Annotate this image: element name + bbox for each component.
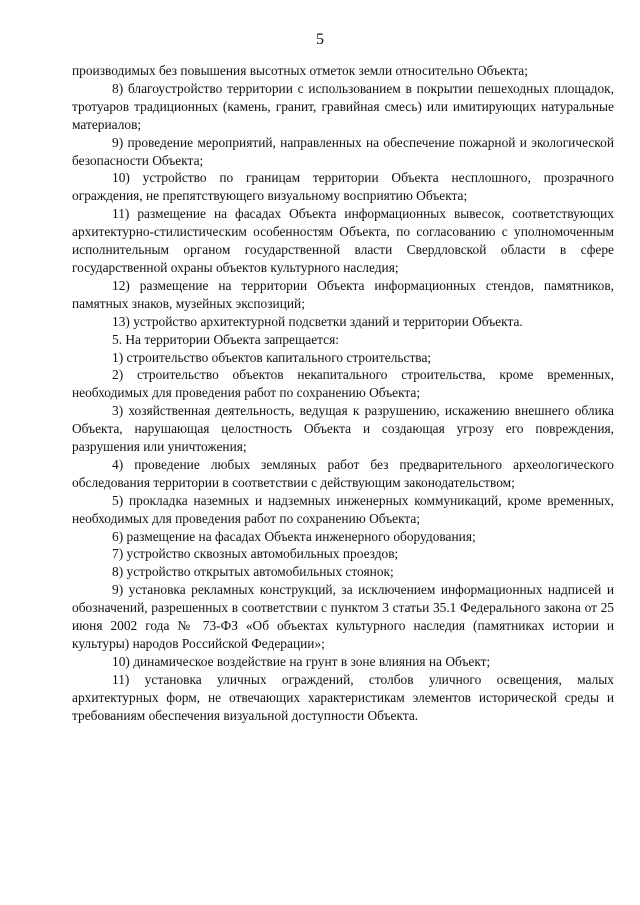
paragraph-item-11-signage: 11) размещение на фасадах Объекта информационных вывесок, соответствующих архитектурно-стилистическим особенностям Объекта, по согласованию с уполномоченным исполнительным органом государственной власти Свердловской области в сфере государственной охраны объектов культурного наследия;	[72, 206, 614, 275]
prohibited-item-6: 6) размещение на фасадах Объекта инженерного оборудования;	[112, 528, 476, 544]
prohibited-item-8: 8) устройство открытых автомобильных стоянок;	[112, 564, 394, 580]
paragraph-item-13-lighting: 13) устройство архитектурной подсветки зданий и территории Объекта.	[112, 313, 523, 329]
prohibited-item-10: 10) динамическое воздействие на грунт в зоне влияния на Объект;	[112, 653, 491, 669]
paragraph-item-10-fencing: 10) устройство по границам территории Объекта несплошного, прозрачного ограждения, не препятствующего визуальному восприятию Объекта;	[72, 170, 614, 204]
paragraph-item-12-stands: 12) размещение на территории Объекта информационных стендов, памятников, памятных знаков, музейных экспозиций;	[72, 277, 614, 311]
page-number: 5	[316, 31, 324, 48]
prohibited-item-3: 3) хозяйственная деятельность, ведущая к разрушению, искажению внешнего облика Объекта, нарушающая целостность Объекта и создающая угрозу его повреждения, разрушения или уничтожения;	[72, 403, 614, 455]
prohibited-item-5: 5) прокладка наземных и надземных инженерных коммуникаций, кроме временных, необходимых для проведения работ по сохранению Объекта;	[72, 492, 614, 526]
prohibited-item-1: 1) строительство объектов капитального строительства;	[112, 349, 432, 365]
paragraph-continuation: производимых без повышения высотных отметок земли относительно Объекта;	[72, 63, 528, 78]
paragraph-item-9-safety: 9) проведение мероприятий, направленных на обеспечение пожарной и экологической безопасности Объекта;	[72, 134, 614, 168]
section-5-heading: 5. На территории Объекта запрещается:	[112, 331, 339, 347]
prohibited-item-4: 4) проведение любых земляных работ без предварительного археологического обследования территории в соответствии с действующим законодательством;	[72, 456, 614, 490]
prohibited-item-7: 7) устройство сквозных автомобильных проездов;	[112, 546, 399, 562]
prohibited-item-9: 9) установка рекламных конструкций, за исключением информационных надписей и обозначений, разрешенных в соответствии с пунктом 3 статьи 35.1 Федерального закона от 25 июня 2002 года № 73-ФЗ «Об объектах культурного наследия (памятниках истории и культуры) народов Российской Федерации»;	[72, 582, 614, 651]
prohibited-item-2: 2) строительство объектов некапитального строительства, кроме временных, необходимых для проведения работ по сохранению Объекта;	[72, 367, 614, 401]
paragraph-item-8-landscaping: 8) благоустройство территории с использованием в покрытии пешеходных площадок, тротуаров традиционных (камень, гранит, гравийная смесь) или имитирующих натуральные материалов;	[72, 80, 614, 132]
document-body	[72, 62, 614, 725]
prohibited-item-11: 11) установка уличных ограждений, столбов уличного освещения, малых архитектурных форм, не отвечающих характеристикам элементов исторической среды и требованиям обеспечения визуальной доступности Объекта.	[72, 671, 614, 723]
